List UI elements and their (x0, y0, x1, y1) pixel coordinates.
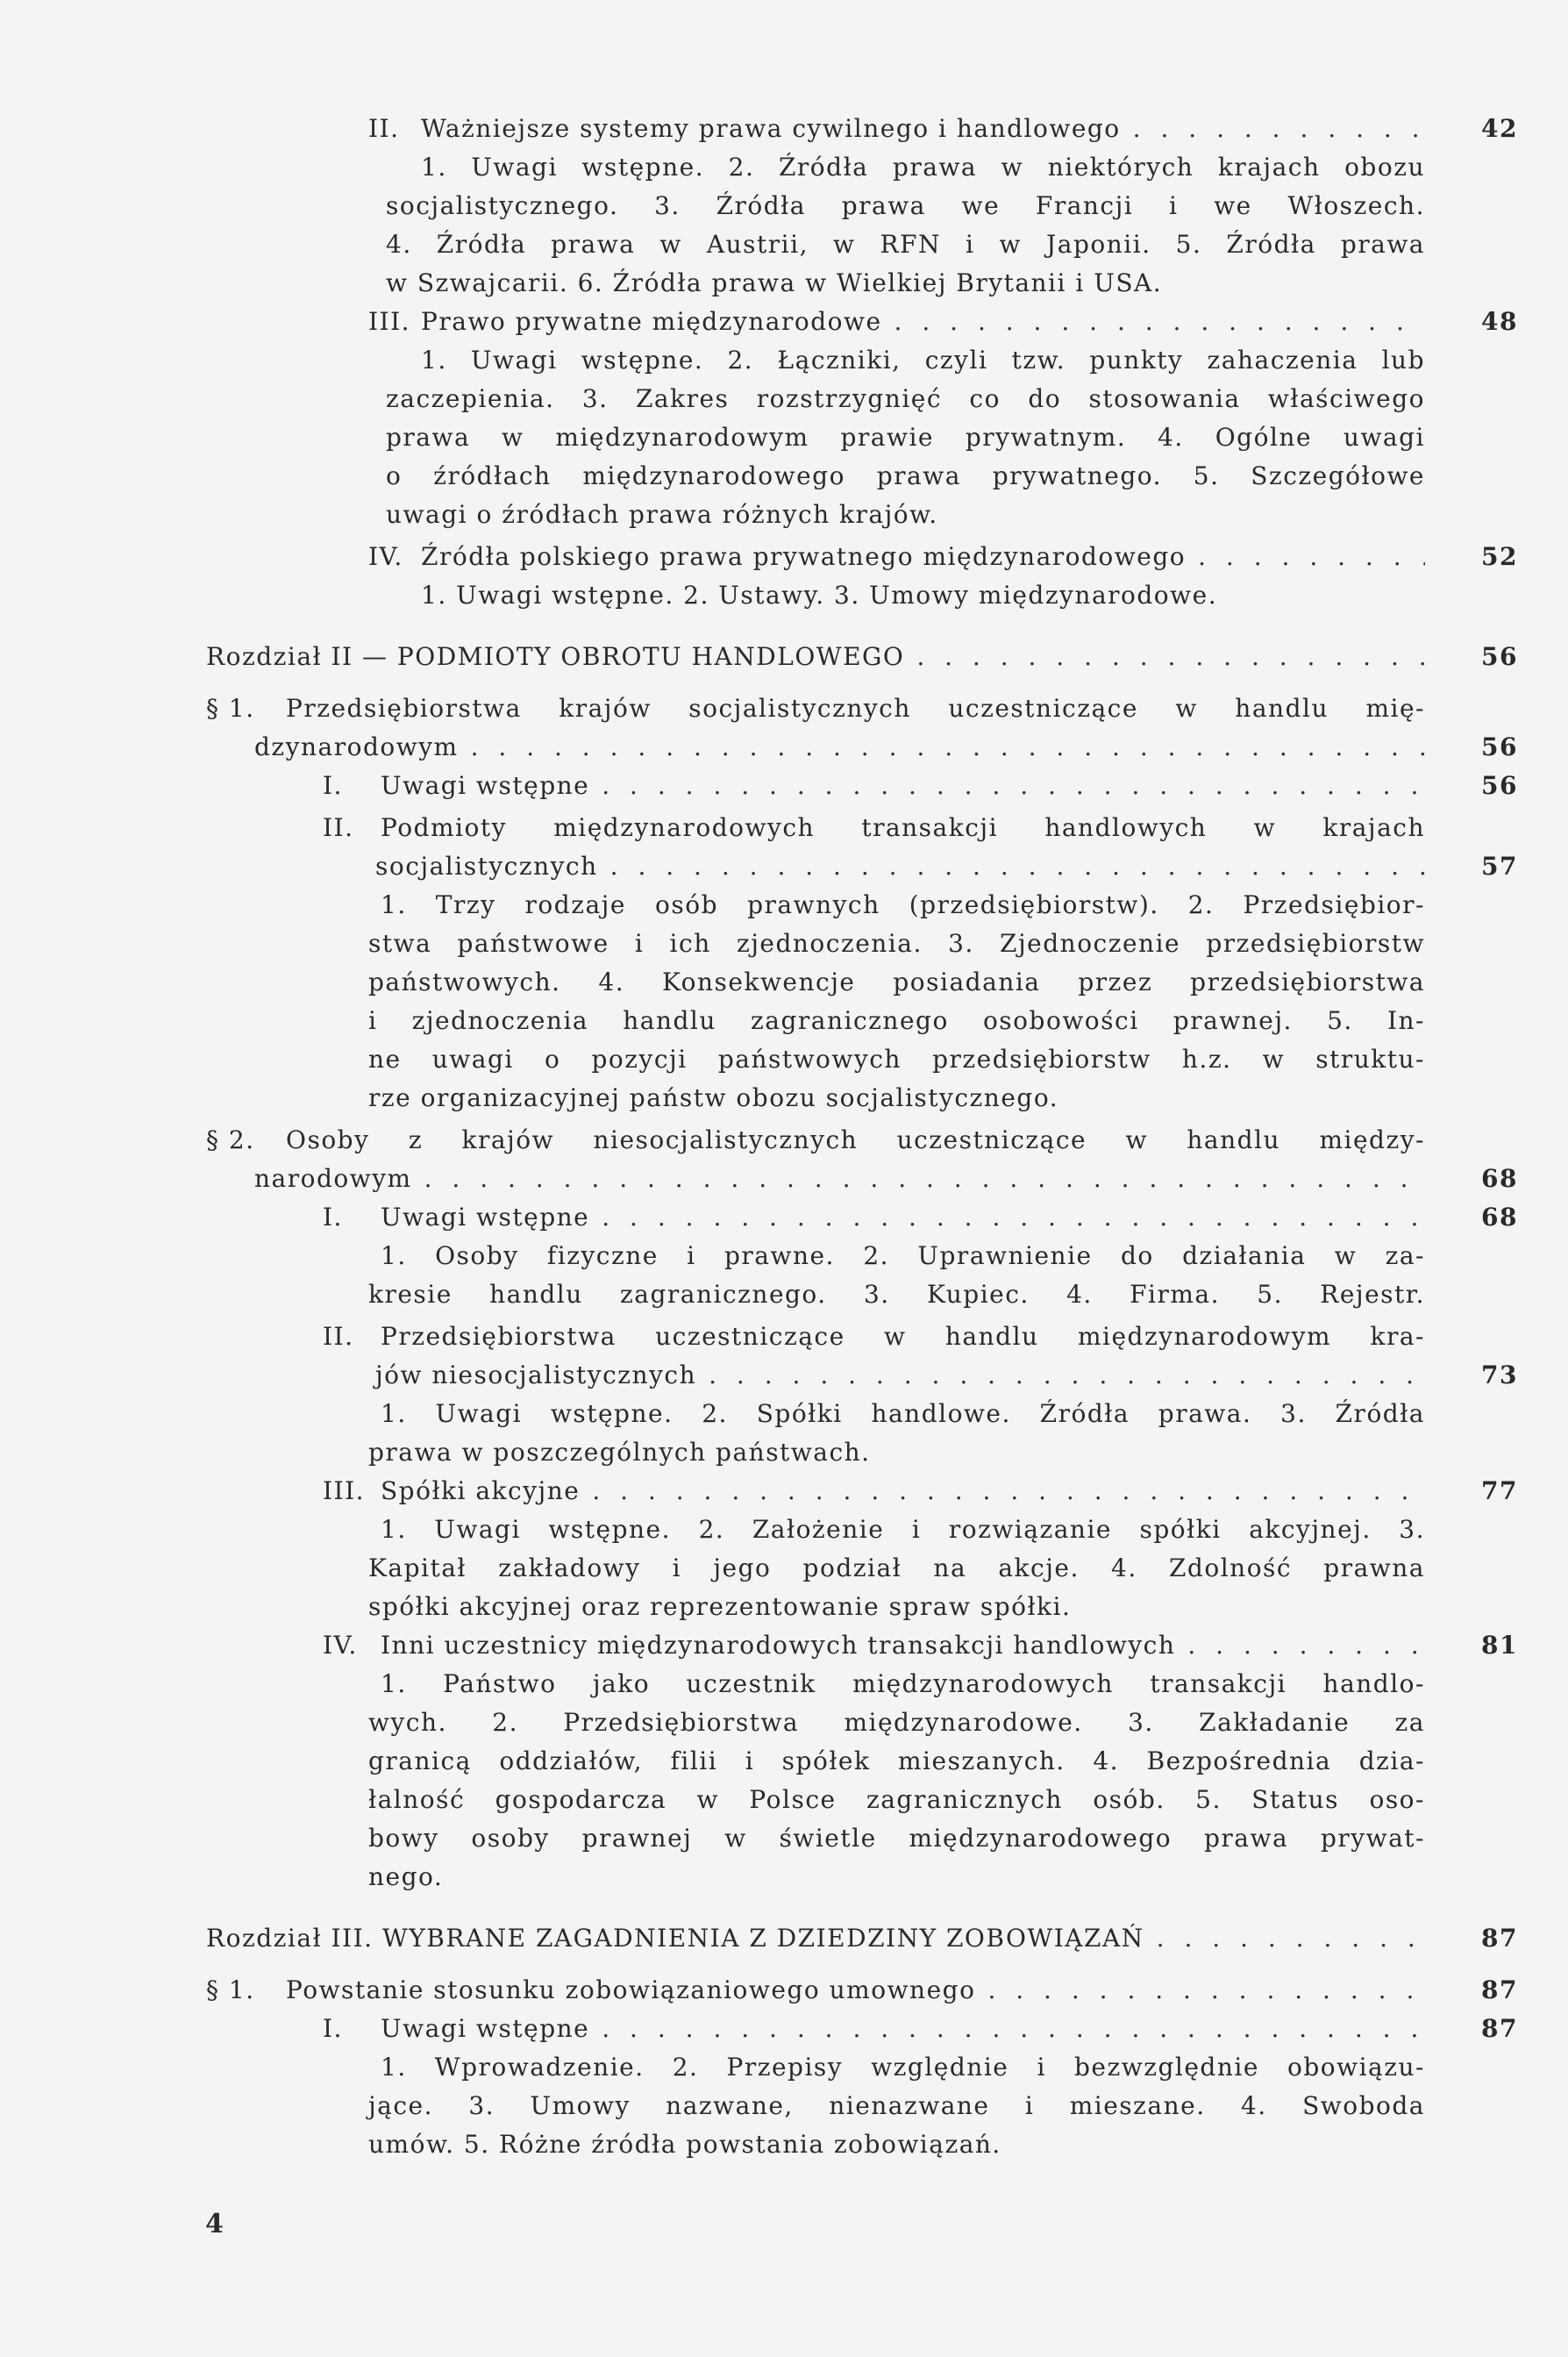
entry-number: § 1. (206, 694, 255, 723)
toc-description-line (0, 925, 1568, 963)
dot-leader (709, 1356, 1425, 1395)
toc-description-line (0, 1588, 1568, 1626)
entry-page-number: 87 (1481, 1924, 1518, 1953)
entry-number: I. (323, 2014, 343, 2043)
entry-text: 1. Uwagi wstępne. 2. Ustawy. 3. Umowy międzynarodowe. (421, 581, 1218, 610)
entry-number: III. (368, 307, 411, 336)
entry-text: dzynarodowym (254, 732, 459, 761)
dot-leader (894, 303, 1425, 341)
toc-description-line (0, 1819, 1568, 1858)
dot-leader (602, 2010, 1425, 2048)
toc-description-line (0, 1002, 1568, 1040)
toc-description-line (0, 1665, 1568, 1703)
toc-description-line (0, 2125, 1568, 2164)
chapter-heading (0, 638, 1568, 676)
entry-text: wych. 2. Przedsiębiorstwa międzynarodowe. 3. Zakładanie za (368, 1708, 1425, 1737)
toc-description-line (0, 380, 1568, 418)
dot-leader (424, 1160, 1425, 1198)
toc-description-line (0, 1121, 1568, 1160)
toc-description-line (0, 1395, 1568, 1433)
dot-leader (1187, 1626, 1425, 1665)
entry-page-number: 48 (1481, 307, 1518, 336)
dot-leader (1157, 1919, 1425, 1958)
entry-page-number: 68 (1481, 1203, 1518, 1232)
entry-text: socjalistycznego. 3. Źródła prawa we Francji i we Włoszech. (386, 191, 1425, 220)
toc-description-line (0, 1079, 1568, 1118)
toc-description-line (0, 689, 1568, 728)
toc-description-line (0, 1318, 1568, 1356)
entry-text: uwagi o źródłach prawa różnych krajów. (386, 500, 938, 529)
entry-text: w Szwajcarii. 6. Źródła prawa w Wielkiej Brytanii i USA. (386, 268, 1163, 297)
entry-text: Uwagi wstępne (381, 1203, 590, 1232)
entry-number: § 2. (206, 1125, 255, 1154)
entry-text: prawa w międzynarodowym prawie prywatnym. 4. Ogólne uwagi (386, 423, 1425, 452)
entry-text: 1. Osoby fizyczne i prawne. 2. Uprawnienie do działania w za- (381, 1241, 1425, 1270)
toc-description-line (0, 418, 1568, 457)
toc-entry (0, 847, 1568, 886)
entry-text: Prawo prywatne międzynarodowe (421, 307, 882, 336)
toc-entry (0, 1198, 1568, 1237)
entry-text: jów niesocjalistycznych (375, 1361, 697, 1389)
dot-leader (602, 767, 1425, 805)
entry-text: 1. Trzy rodzaje osób prawnych (przedsiębiorstw). 2. Przedsiębior- (381, 890, 1425, 919)
toc-description-line (0, 187, 1568, 225)
dot-leader (916, 638, 1425, 676)
dot-leader (1198, 538, 1425, 576)
entry-page-number: 56 (1481, 732, 1518, 761)
entry-text: Ważniejsze systemy prawa cywilnego i handlowego (421, 114, 1121, 143)
toc-description-line (0, 1549, 1568, 1588)
toc-description-line (0, 1040, 1568, 1079)
entry-text: umów. 5. Różne źródła powstania zobowiązań. (368, 2130, 1001, 2159)
entry-text: Rozdział II — PODMIOTY OBROTU HANDLOWEGO (206, 642, 905, 671)
entry-text: Uwagi wstępne (381, 2014, 590, 2043)
toc-description-line (0, 148, 1568, 187)
entry-text: kresie handlu zagranicznego. 3. Kupiec. 4. Firma. 5. Rejestr. (368, 1280, 1425, 1309)
entry-text: zaczepienia. 3. Zakres rozstrzygnięć co do stosowania właściwego (386, 384, 1425, 413)
toc-description-line (0, 1742, 1568, 1781)
toc-entry (0, 538, 1568, 576)
entry-text: spółki akcyjnej oraz reprezentowanie spraw spółki. (368, 1592, 1072, 1621)
toc-description-line (0, 963, 1568, 1002)
entry-page-number: 57 (1481, 852, 1518, 881)
entry-text: Powstanie stosunku zobowiązaniowego umownego (286, 1975, 976, 2004)
entry-page-number: 68 (1481, 1164, 1518, 1193)
entry-text: i zjednoczenia handlu zagranicznego osobowości prawnej. 5. In- (368, 1006, 1425, 1035)
entry-text: Rozdział III. WYBRANE ZAGADNIENIA Z DZIEDZINY ZOBOWIĄZAŃ (206, 1924, 1144, 1953)
chapter-heading (0, 1919, 1568, 1958)
entry-text: 1. Uwagi wstępne. 2. Źródła prawa w niektórych krajach obozu (421, 153, 1425, 182)
entry-text: Podmioty międzynarodowych transakcji handlowych w krajach (381, 813, 1425, 842)
entry-text: ne uwagi o pozycji państwowych przedsiębiorstw h.z. w struktu- (368, 1045, 1425, 1074)
toc-description-line (0, 2048, 1568, 2087)
page-number: 4 (205, 2209, 224, 2239)
toc-description-line (0, 1237, 1568, 1275)
entry-text: bowy osoby prawnej w świetle międzynarodowego prawa prywat- (368, 1824, 1425, 1853)
entry-page-number: 87 (1481, 2014, 1518, 2043)
toc-description-line (0, 225, 1568, 264)
entry-number: III. (323, 1476, 366, 1505)
entry-text: 1. Uwagi wstępne. 2. Łączniki, czyli tzw. punkty zahaczenia lub (421, 346, 1425, 375)
entry-text: Osoby z krajów niesocjalistycznych uczestniczące w handlu między- (286, 1125, 1425, 1154)
toc-description-line (0, 1433, 1568, 1472)
dot-leader (602, 1198, 1425, 1237)
toc-entry (0, 303, 1568, 341)
toc-entry (0, 767, 1568, 805)
toc-entry (0, 1356, 1568, 1395)
entry-text: prawa w poszczególnych państwach. (368, 1438, 871, 1467)
toc-entry (0, 1472, 1568, 1511)
entry-number: II. (323, 813, 354, 842)
entry-page-number: 77 (1481, 1476, 1518, 1505)
dot-leader (1133, 110, 1425, 148)
entry-text: państwowych. 4. Konsekwencje posiadania przez przedsiębiorstwa (368, 968, 1425, 996)
toc-entry (0, 728, 1568, 767)
entry-text: granicą oddziałów, filii i spółek mieszanych. 4. Bezpośrednia dzia- (368, 1746, 1425, 1775)
entry-text: Uwagi wstępne (381, 771, 590, 800)
entry-text: rze organizacyjnej państw obozu socjalistycznego. (368, 1083, 1059, 1112)
table-of-contents (0, 110, 1568, 2164)
entry-text: łalność gospodarcza w Polsce zagranicznych osób. 5. Status oso- (368, 1785, 1425, 1814)
entry-page-number: 42 (1481, 114, 1518, 143)
dot-leader (592, 1472, 1425, 1511)
entry-text: 4. Źródła prawa w Austrii, w RFN i w Japonii. 5. Źródła prawa (386, 230, 1425, 259)
toc-description-line (0, 496, 1568, 534)
entry-text: Źródła polskiego prawa prywatnego międzynarodowego (421, 542, 1187, 571)
entry-text: Spółki akcyjne (381, 1476, 581, 1505)
toc-entry (0, 110, 1568, 148)
entry-number: § 1. (206, 1975, 255, 2004)
entry-number: II. (323, 1322, 354, 1351)
toc-description-line (0, 809, 1568, 847)
entry-number: IV. (368, 542, 403, 571)
entry-page-number: 81 (1481, 1631, 1518, 1660)
toc-entry (0, 1971, 1568, 2010)
toc-description-line (0, 886, 1568, 925)
entry-text: Kapitał zakładowy i jego podział na akcje. 4. Zdolność prawna (368, 1553, 1425, 1582)
toc-description-line (0, 1781, 1568, 1819)
toc-description-line (0, 1511, 1568, 1549)
dot-leader (610, 847, 1425, 886)
toc-description-line (0, 1275, 1568, 1314)
toc-entry (0, 1160, 1568, 1198)
entry-number: II. (368, 114, 400, 143)
toc-entry (0, 1626, 1568, 1665)
entry-text: nego. (368, 1862, 444, 1891)
entry-text: jące. 3. Umowy nazwane, nienazwane i mieszane. 4. Swoboda (368, 2091, 1425, 2120)
toc-description-line (0, 1703, 1568, 1742)
entry-text: 1. Uwagi wstępne. 2. Spółki handlowe. Źródła prawa. 3. Źródła (381, 1399, 1425, 1428)
entry-text: narodowym (254, 1164, 412, 1193)
toc-entry (0, 2010, 1568, 2048)
toc-description-line (0, 341, 1568, 380)
entry-text: Przedsiębiorstwa krajów socjalistycznych uczestniczące w handlu mię- (286, 694, 1425, 723)
entry-text: 1. Wprowadzenie. 2. Przepisy względnie i bezwzględnie obowiązu- (381, 2053, 1425, 2082)
entry-text: stwa państwowe i ich zjednoczenia. 3. Zjednoczenie przedsiębiorstw (368, 929, 1425, 958)
toc-description-line (0, 2087, 1568, 2125)
entry-number: I. (323, 771, 343, 800)
entry-text: socjalistycznych (375, 852, 598, 881)
entry-number: I. (323, 1203, 343, 1232)
toc-description-line (0, 264, 1568, 303)
entry-text: 1. Państwo jako uczestnik międzynarodowych transakcji handlo- (381, 1669, 1425, 1698)
toc-description-line (0, 457, 1568, 496)
toc-description-line (0, 1858, 1568, 1896)
entry-text: 1. Uwagi wstępne. 2. Założenie i rozwiązanie spółki akcyjnej. 3. (381, 1515, 1425, 1544)
entry-page-number: 56 (1481, 642, 1518, 671)
entry-number: IV. (323, 1631, 358, 1660)
entry-text: Inni uczestnicy międzynarodowych transakcji handlowych (381, 1631, 1176, 1660)
entry-page-number: 56 (1481, 771, 1518, 800)
entry-text: Przedsiębiorstwa uczestniczące w handlu międzynarodowym kra- (381, 1322, 1425, 1351)
dot-leader (987, 1971, 1425, 2010)
entry-page-number: 52 (1481, 542, 1518, 571)
entry-page-number: 73 (1481, 1361, 1518, 1389)
dot-leader (471, 728, 1425, 767)
toc-description-line (0, 576, 1568, 615)
entry-page-number: 87 (1481, 1975, 1518, 2004)
entry-text: o źródłach międzynarodowego prawa prywatnego. 5. Szczegółowe (386, 461, 1425, 490)
